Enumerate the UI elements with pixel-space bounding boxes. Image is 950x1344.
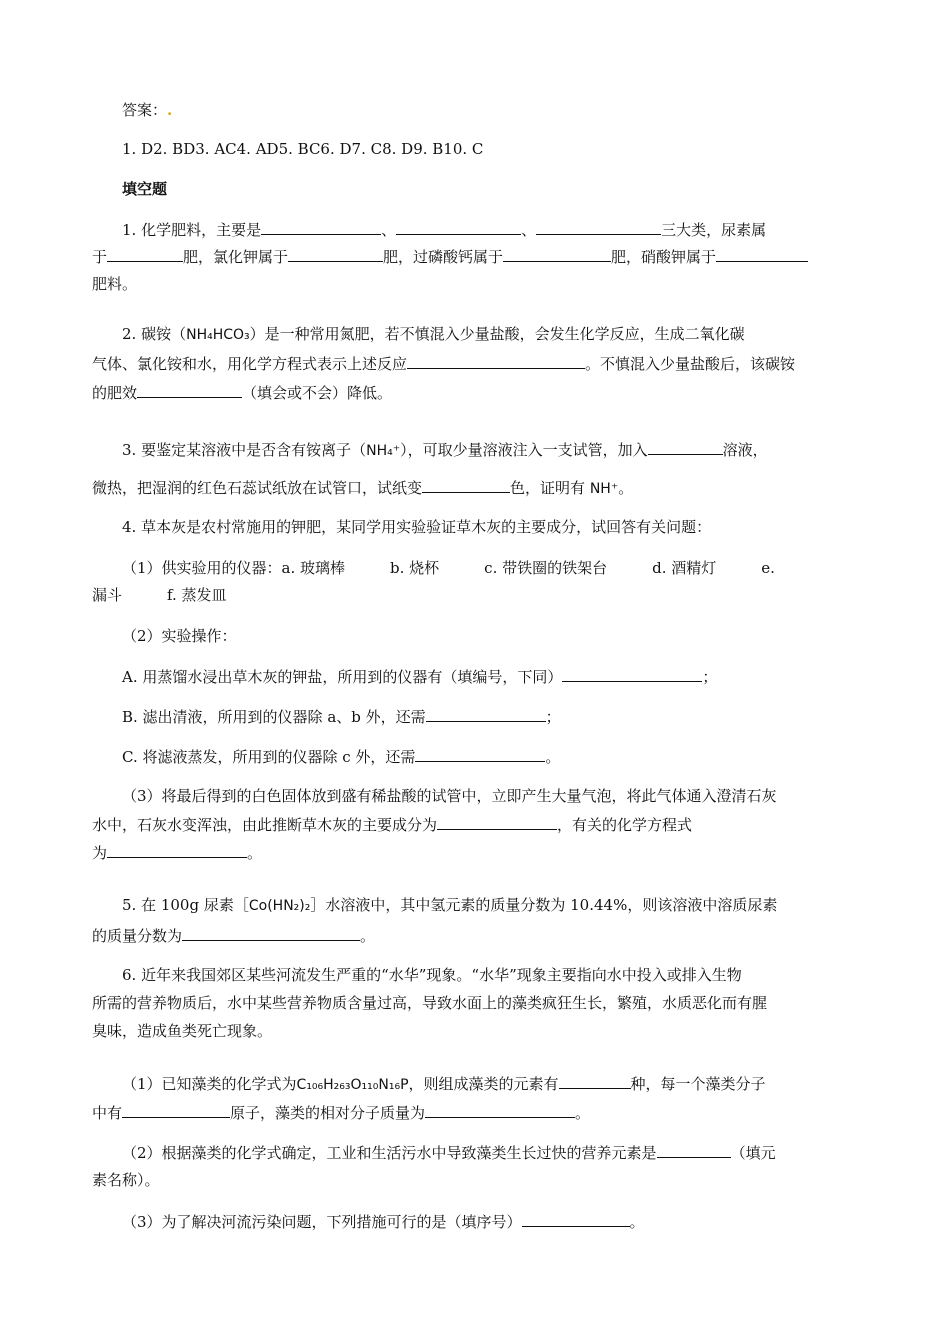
formula-nh4hco3: NH₄HCO₃ <box>186 327 250 343</box>
q2-line3: 的肥效 （填会或不会）降低。 <box>92 384 393 402</box>
blank[interactable] <box>559 1073 631 1089</box>
q4-step-c: C. 将滤液蒸发，所用到的仪器除 c 外，还需 。 <box>122 748 561 766</box>
q6-part3: （3）为了解决河流污染问题，下列措施可行的是（填序号） 。 <box>122 1213 645 1231</box>
q4-step-a: A. 用蒸馏水浸出草木灰的钾盐，所用到的仪器有（填编号，下同） ； <box>122 668 718 686</box>
q2-line2: 气体、氯化铵和水，用化学方程式表示上述反应 。不慎混入少量盐酸后，该碳铵 <box>92 355 796 373</box>
q4-intro: 4. 草本灰是农村常施用的钾肥，某同学用实验验证草木灰的主要成分，试回答有关问题： <box>122 518 712 536</box>
blank[interactable] <box>137 382 242 398</box>
blank[interactable] <box>437 814 557 830</box>
blank[interactable] <box>396 219 521 235</box>
q6-part1-line1: （1）已知藻类的化学式为C₁₀₆H₂₆₃O₁₁₀N₁₆P，则组成藻类的元素有 种，每一个藻类分子 <box>122 1075 766 1093</box>
answer-label: 答案：. <box>122 101 173 119</box>
q6-part2-line1: （2）根据藻类的化学式确定，工业和生活污水中导致藻类生长过快的营养元素是 （填元 <box>122 1144 776 1162</box>
blank[interactable] <box>522 1211 630 1227</box>
blank[interactable] <box>648 439 723 455</box>
q4-part3-line2: 水中，石灰水变浑浊，由此推断草木灰的主要成分为 ，有关的化学方程式 <box>92 816 693 834</box>
q3-line2: 微热，把湿润的红色石蕊试纸放在试管口，试纸变 色，证明有 NH⁺。 <box>92 479 634 497</box>
q3-line1: 3. 要鉴定某溶液中是否含有铵离子（NH₄⁺），可取少量溶液注入一支试管，加入 溶液， <box>122 441 768 459</box>
q6-line2: 所需的营养物质后，水中某些营养物质含量过高，导致水面上的藻类疯狂生长，繁殖，水质恶化而有腥 <box>92 994 768 1012</box>
q4-part1-line2: 漏斗 f. 蒸发皿 <box>92 586 227 604</box>
blank[interactable] <box>288 246 383 262</box>
blank[interactable] <box>657 1142 731 1158</box>
q4-part3-line3: 为 。 <box>92 844 263 862</box>
blank[interactable] <box>426 706 546 722</box>
q4-step-b: B. 滤出清液，所用到的仪器除 a、b 外，还需 ； <box>122 708 561 726</box>
formula-nh4-ion: NH₄⁺ <box>366 443 401 459</box>
blank[interactable] <box>716 246 808 262</box>
q6-line1: 6. 近年来我国郊区某些河流发生严重的“水华”现象。“水华”现象主要指向水中投入或排入生物 <box>122 966 742 984</box>
q1-line1: 1. 化学肥料，主要是 、 、 三大类，尿素属 <box>122 221 767 239</box>
blank[interactable] <box>182 925 360 941</box>
blank[interactable] <box>407 353 585 369</box>
blank[interactable] <box>261 219 381 235</box>
blank[interactable] <box>562 666 702 682</box>
formula-algae: C₁₀₆H₂₆₃O₁₁₀N₁₆P <box>296 1077 409 1093</box>
formula-urea: Co(HN₂)₂ <box>248 898 311 914</box>
blank[interactable] <box>107 246 183 262</box>
q6-line3: 臭味，造成鱼类死亡现象。 <box>92 1022 273 1040</box>
q4-part3-line1: （3）将最后得到的白色固体放到盛有稀盐酸的试管中，立即产生大量气泡，将此气体通入澄清石灰 <box>122 787 777 805</box>
q4-part2: （2）实验操作： <box>122 627 237 645</box>
q6-part1-line2: 中有 原子，藻类的相对分子质量为 。 <box>92 1104 591 1122</box>
blank[interactable] <box>107 842 247 858</box>
blank[interactable] <box>122 1102 230 1118</box>
formula-nh-ion: NH⁺ <box>589 481 619 497</box>
blank[interactable] <box>425 1102 575 1118</box>
blank[interactable] <box>422 477 510 493</box>
q5-line1: 5. 在 100g 尿素［Co(HN₂)₂］水溶液中，其中氢元素的质量分数为 10.44%，则该溶液中溶质尿素 <box>122 896 778 914</box>
q2-line1: 2. 碳铵（NH₄HCO₃）是一种常用氮肥，若不慎混入少量盐酸，会发生化学反应，生成二氧化碳 <box>122 325 745 343</box>
q1-line3: 肥料。 <box>92 275 138 293</box>
q6-part2-line2: 素名称）。 <box>92 1171 160 1189</box>
blank[interactable] <box>536 219 661 235</box>
q1-line2: 于 肥，氯化钾属于 肥，过磷酸钙属于 肥，硝酸钾属于 <box>92 246 862 267</box>
q4-part1-line1: （1）供实验用的仪器：a. 玻璃棒 b. 烧杯 c. 带铁圈的铁架台 d. 酒精灯 e. <box>122 559 775 577</box>
blank[interactable] <box>415 746 545 762</box>
q5-line2: 的质量分数为 。 <box>92 927 376 945</box>
answer-list: 1. D2. BD3. AC4. AD5. BC6. D7. C8. D9. B10. C <box>122 140 484 158</box>
section-title: 填空题 <box>122 180 168 198</box>
blank[interactable] <box>503 246 611 262</box>
